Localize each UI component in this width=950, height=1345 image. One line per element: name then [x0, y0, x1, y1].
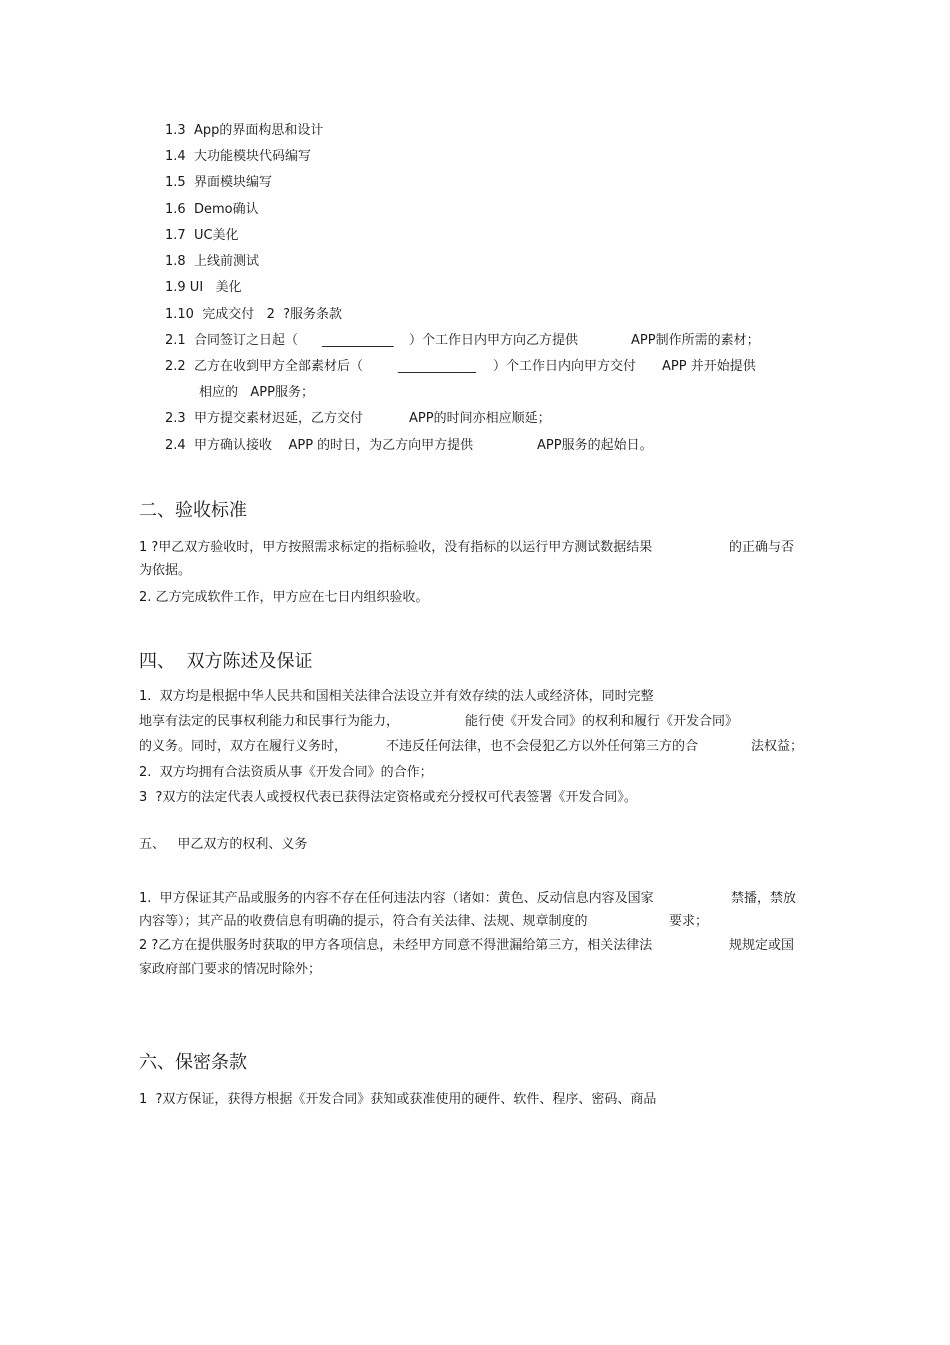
paragraph-line: 2. 乙方完成软件工作，甲方应在七日内组织验收。: [139, 590, 429, 605]
section-heading: 四、 双方陈述及保证: [139, 651, 313, 672]
term-2-1-text: APP制作所需的素材；: [631, 333, 760, 348]
list-item: 1.3 App的界面构思和设计: [165, 123, 324, 138]
paragraph-line: 规规定或国: [729, 938, 795, 953]
term-2-4-text: 2.4 甲方确认接收 APP 的时日，为乙方向甲方提供: [165, 438, 474, 453]
paragraph-line: 内容等）；其产品的收费信息有明确的提示，符合有关法律、法规、规章制度的: [139, 914, 588, 929]
list-item: 1.6 Demo确认: [165, 202, 259, 217]
paragraph-line: 3 ?双方的法定代表人或授权代表已获得法定资格或充分授权可代表签署《开发合同》。: [139, 790, 637, 805]
list-item: 1.4 大功能模块代码编写: [165, 149, 311, 164]
term-2-3-text: APP的时间亦相应顺延；: [409, 411, 551, 426]
term-2-2-text: APP 并开始提供: [662, 359, 756, 374]
paragraph-line: 要求；: [669, 914, 709, 929]
paragraph-line: 的正确与否: [729, 540, 795, 555]
list-item: 1.9 UI 美化: [165, 280, 242, 295]
paragraph-line: 法权益；: [751, 739, 804, 754]
paragraph-line: 1. 甲方保证其产品或服务的内容不存在任何违法内容（诸如：黄色、反动信息内容及国家: [139, 891, 654, 906]
term-2-2-blank: ____________: [398, 359, 476, 374]
list-item: 1.10 完成交付 2 ?服务条款: [165, 307, 343, 322]
list-item: 1.8 上线前测试: [165, 254, 259, 269]
paragraph-line: 的义务。同时，双方在履行义务时，: [139, 739, 348, 754]
term-2-2-text: 相应的 APP服务；: [199, 385, 314, 400]
paragraph-line: 不违反任何法律，也不会侵犯乙方以外任何第三方的合: [386, 739, 699, 754]
paragraph-line: 为依据。: [139, 563, 192, 578]
list-item: 1.5 界面模块编写: [165, 175, 272, 190]
section-heading: 五、 甲乙双方的权利、义务: [139, 837, 308, 852]
term-2-1-text: 2.1 合同签订之日起（: [165, 333, 298, 348]
paragraph-line: 2. 双方均拥有合法资质从事《开发合同》的合作；: [139, 765, 433, 780]
paragraph-line: 禁播，禁放: [731, 891, 797, 906]
term-2-1-text: ）个工作日内甲方向乙方提供: [409, 333, 579, 348]
section-heading: 二、验收标准: [139, 500, 247, 521]
paragraph-line: 能行使《开发合同》的权利和履行《开发合同》: [465, 714, 739, 729]
section-heading: 六、保密条款: [139, 1052, 247, 1073]
paragraph-line: 1. 双方均是根据中华人民共和国相关法律合法设立并有效存续的法人或经济体，同时完整: [139, 689, 654, 704]
term-2-3-text: 2.3 甲方提交素材迟延，乙方交付: [165, 411, 363, 426]
term-2-4-text: APP服务的起始日。: [537, 438, 653, 453]
paragraph-line: 家政府部门要求的情况时除外；: [139, 962, 322, 977]
paragraph-line: 2 ?乙方在提供服务时获取的甲方各项信息，未经甲方同意不得泄漏给第三方，相关法律法: [139, 938, 653, 953]
term-2-2-text: 2.2 乙方在收到甲方全部素材后（: [165, 359, 363, 374]
paragraph-line: 1 ?双方保证，获得方根据《开发合同》获知或获准使用的硬件、软件、程序、密码、商品: [139, 1092, 657, 1107]
paragraph-line: 1 ?甲乙双方验收时，甲方按照需求标定的指标验收，没有指标的以运行甲方测试数据结果: [139, 540, 653, 555]
term-2-2-text: ）个工作日内向甲方交付: [493, 359, 637, 374]
term-2-1-blank: ___________: [322, 333, 394, 348]
paragraph-line: 地享有法定的民事权利能力和民事行为能力，: [139, 714, 400, 729]
list-item: 1.7 UC美化: [165, 228, 239, 243]
